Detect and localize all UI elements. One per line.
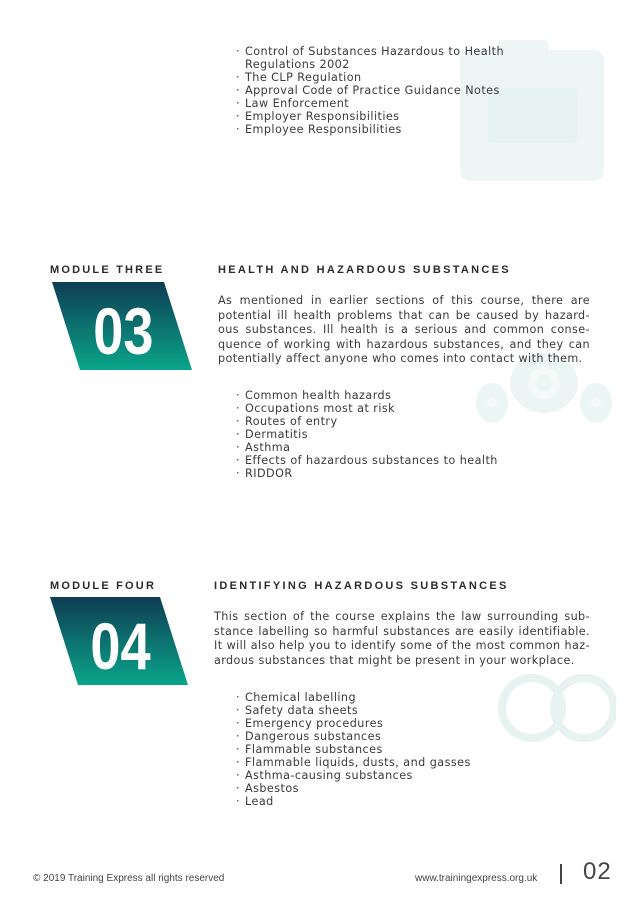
list-item: · Routes of entry	[236, 415, 536, 428]
module3-number-badge	[52, 282, 192, 370]
module3-list-block	[236, 389, 536, 480]
list-item: · The CLP Regulation	[236, 71, 526, 84]
list-item: · Dangerous substances	[236, 730, 536, 743]
module4-list-block	[236, 691, 536, 808]
list-item: · Asthma-causing substances	[236, 769, 536, 782]
module3-number: 03	[93, 293, 154, 369]
list-item: · Employer Responsibilities	[236, 110, 526, 123]
list-item: · Effects of hazardous substances to health	[236, 454, 536, 467]
page-number: 02	[583, 858, 612, 885]
module4-title: IDENTIFYING HAZARDOUS SUBSTANCES	[214, 580, 509, 592]
list-item: · Lead	[236, 795, 536, 808]
intro-list-block	[236, 45, 526, 136]
list-item: · Law Enforcement	[236, 97, 526, 110]
list-item: · Flammable liquids, dusts, and gasses	[236, 756, 536, 769]
module3-list	[236, 389, 536, 480]
footer-url-link[interactable]: www.trainingexpress.org.uk	[415, 873, 538, 884]
list-item: · Dermatitis	[236, 428, 536, 441]
list-item: · Flammable substances	[236, 743, 536, 756]
list-item: · Control of Substances Hazardous to Health Regulations 2002	[236, 45, 526, 71]
list-item: · Common health hazards	[236, 389, 536, 402]
list-item: · Occupations most at risk	[236, 402, 536, 415]
module4-number: 04	[90, 608, 151, 684]
list-item: · Approval Code of Practice Guidance Notes	[236, 84, 526, 97]
list-item: · Chemical labelling	[236, 691, 536, 704]
module4-number-badge	[50, 597, 190, 685]
module4-list	[236, 691, 536, 808]
module3-title: HEALTH AND HAZARDOUS SUBSTANCES	[218, 264, 511, 276]
footer-divider	[560, 864, 562, 884]
module3-label: MODULE THREE	[50, 264, 165, 276]
list-item: · Asbestos	[236, 782, 536, 795]
module4-paragraph: This section of the course explains the law surrounding sub-stance labelling so harmful substances are easily identifiable. It will also help you to identify some of the most common haz-ardous substances that might be present in your workplace.	[214, 610, 590, 667]
module4-label: MODULE FOUR	[50, 580, 157, 592]
list-item: · RIDDOR	[236, 467, 536, 480]
intro-list	[236, 45, 526, 136]
list-item: · Employee Responsibilities	[236, 123, 526, 136]
footer-copyright: © 2019 Training Express all rights reserved	[33, 873, 225, 884]
list-item: · Asthma	[236, 441, 536, 454]
list-item: · Emergency procedures	[236, 717, 536, 730]
list-item: · Safety data sheets	[236, 704, 536, 717]
module3-paragraph: As mentioned in earlier sections of this course, there are potential ill health problems that can be caused by hazard-ous substances. Ill health is a serious and common conse-quence of working with hazardous substances, and they can potentially affect anyone who comes into contact with them.	[218, 294, 590, 366]
